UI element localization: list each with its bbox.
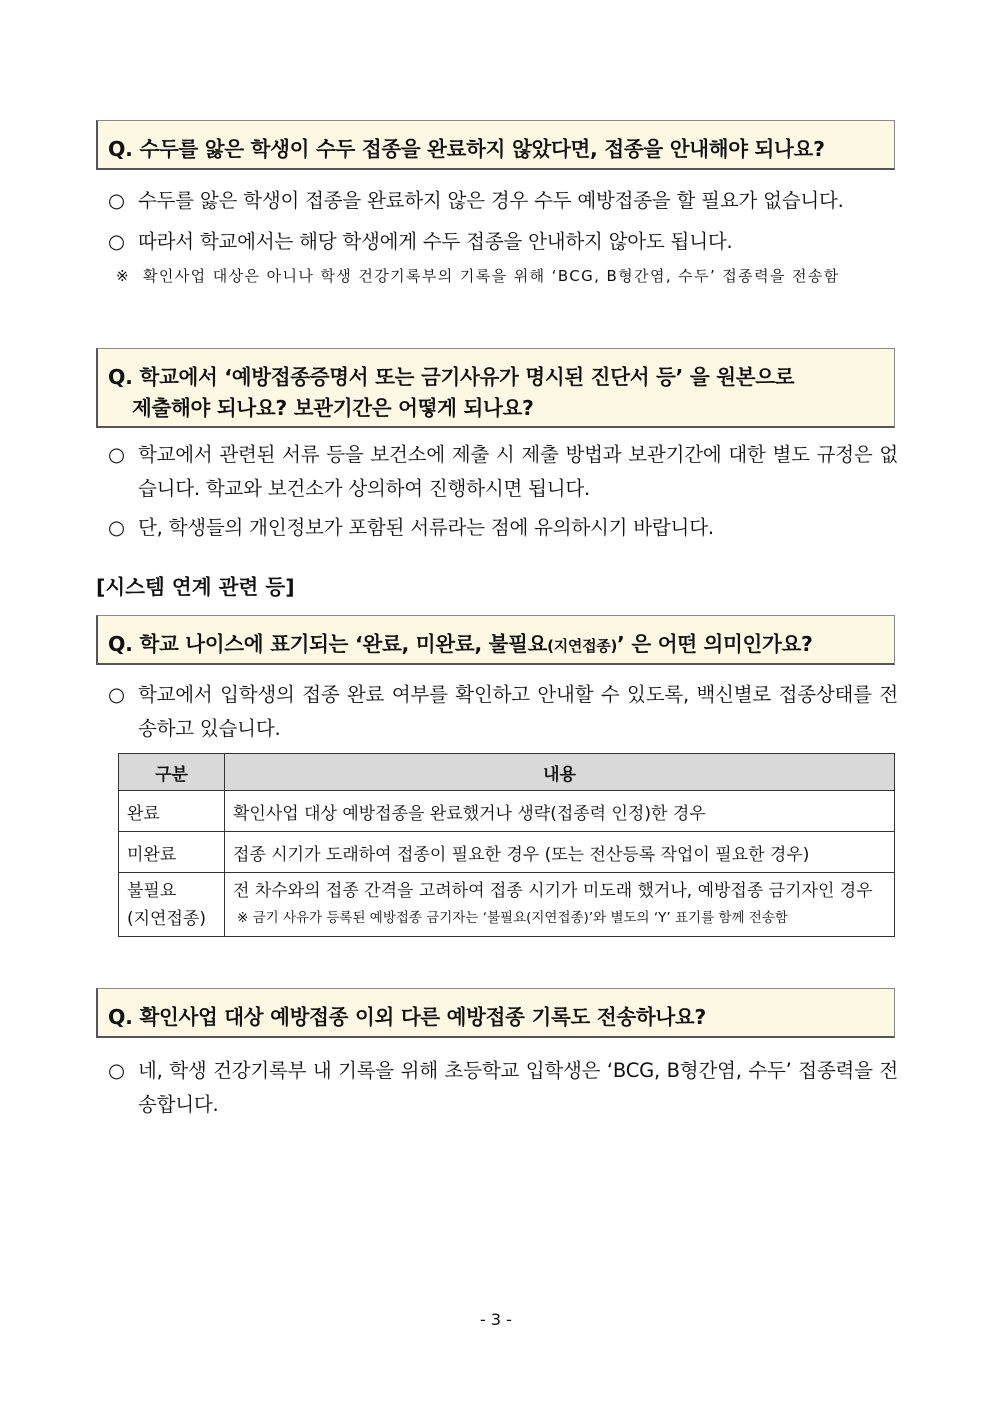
bullet-mark: ○ (108, 443, 125, 466)
answer-text: 학교에서 관련된 서류 등을 보건소에 제출 시 제출 방법과 보관기간에 대한 별도 규정은 없습니다. 학교와 보건소가 상의하여 진행하시면 됩니다. (138, 443, 898, 500)
answer-text: 학교에서 입학생의 접종 완료 여부를 확인하고 안내할 수 있도록, 백신별로 접종상태를 전송하고 있습니다. (138, 683, 898, 740)
table-header: 내용 (225, 754, 895, 791)
answer-text: 수두를 앓은 학생이 접종을 완료하지 않은 경우 수두 예방접종을 할 필요가 없습니다. (138, 189, 844, 212)
question-title-part-b: ’ 은 어떤 의미인가요? (617, 632, 813, 656)
bullet-mark: ○ (108, 230, 125, 253)
label-line1: 불필요 (127, 880, 177, 901)
note-mark: ※ (116, 267, 129, 285)
table-row (119, 873, 895, 937)
question-box-3 (96, 615, 895, 665)
answer-bullet (108, 184, 898, 218)
question-box-4 (96, 988, 895, 1038)
table-header-row (119, 754, 895, 791)
bullet-mark: ○ (108, 1059, 125, 1082)
cell-content-text: 전 차수와의 접종 간격을 고려하여 접종 시기가 미도래 했거나, 예방접종 금기자인 경우 (233, 880, 873, 901)
table-cell-content (225, 873, 895, 937)
answer-text: 단, 학생들의 개인정보가 포함된 서류라는 점에 유의하시기 바랍니다. (138, 516, 714, 539)
bullet-mark: ○ (108, 516, 125, 539)
question-title (108, 627, 813, 657)
table-cell-content: 접종 시기가 도래하여 접종이 필요한 경우 (또는 전산등록 작업이 필요한 경우) (225, 832, 895, 873)
table-cell-label (119, 873, 225, 937)
answer-bullet (108, 678, 898, 746)
question-title: Q. 수두를 앓은 학생이 수두 접종을 완료하지 않았다면, 접종을 안내해야 되나요? (108, 137, 825, 161)
question-title-part-a: Q. 학교 나이스에 표기되는 ‘완료, 미완료, 불필요 (108, 632, 548, 656)
table-cell-content: 확인사업 대상 예방접종을 완료했거나 생략(접종력 인정)한 경우 (225, 791, 895, 832)
table-row (119, 791, 895, 832)
section-heading: [시스템 연계 관련 등] (96, 575, 295, 599)
note-text: 확인사업 대상은 아니나 학생 건강기록부의 기록을 위해 ‘BCG, B형간염, 수두’ 접종력을 전송함 (143, 267, 840, 285)
table-row (119, 832, 895, 873)
question-box-2 (96, 348, 895, 428)
page-number: - 3 - (480, 1310, 512, 1329)
question-title-line2: 제출해야 되나요? 보관기간은 어떻게 되나요? (132, 396, 534, 420)
bullet-mark: ○ (108, 189, 125, 212)
question-box-1 (96, 120, 895, 170)
label-line2: (지연접종) (127, 908, 206, 929)
status-table (118, 753, 895, 937)
table-cell-label: 완료 (119, 791, 225, 832)
answer-bullet (108, 225, 898, 259)
answer-bullet (108, 1054, 898, 1122)
question-title: Q. 확인사업 대상 예방접종 이외 다른 예방접종 기록도 전송하나요? (108, 1005, 706, 1029)
answer-bullet (108, 438, 898, 506)
cell-note-text: ※ 금기 사유가 등록된 예방접종 금기자는 ‘불필요(지연접종)’와 별도의 ‘Y’ 표기를 함께 전송함 (237, 909, 788, 926)
bullet-mark: ○ (108, 683, 125, 706)
question-title-small: (지연접종) (547, 637, 618, 655)
answer-bullet (108, 511, 898, 545)
answer-text: 따라서 학교에서는 해당 학생에게 수두 접종을 안내하지 않아도 됩니다. (138, 230, 733, 253)
reference-note (116, 263, 898, 289)
answer-text: 네, 학생 건강기록부 내 기록을 위해 초등학교 입학생은 ‘BCG, B형간염, 수두’ 접종력을 전송합니다. (138, 1059, 898, 1116)
table-header: 구분 (119, 754, 225, 791)
table-cell-label: 미완료 (119, 832, 225, 873)
question-title-line1: Q. 학교에서 ‘예방접종증명서 또는 금기사유가 명시된 진단서 등’ 을 원본으로 (108, 365, 795, 389)
